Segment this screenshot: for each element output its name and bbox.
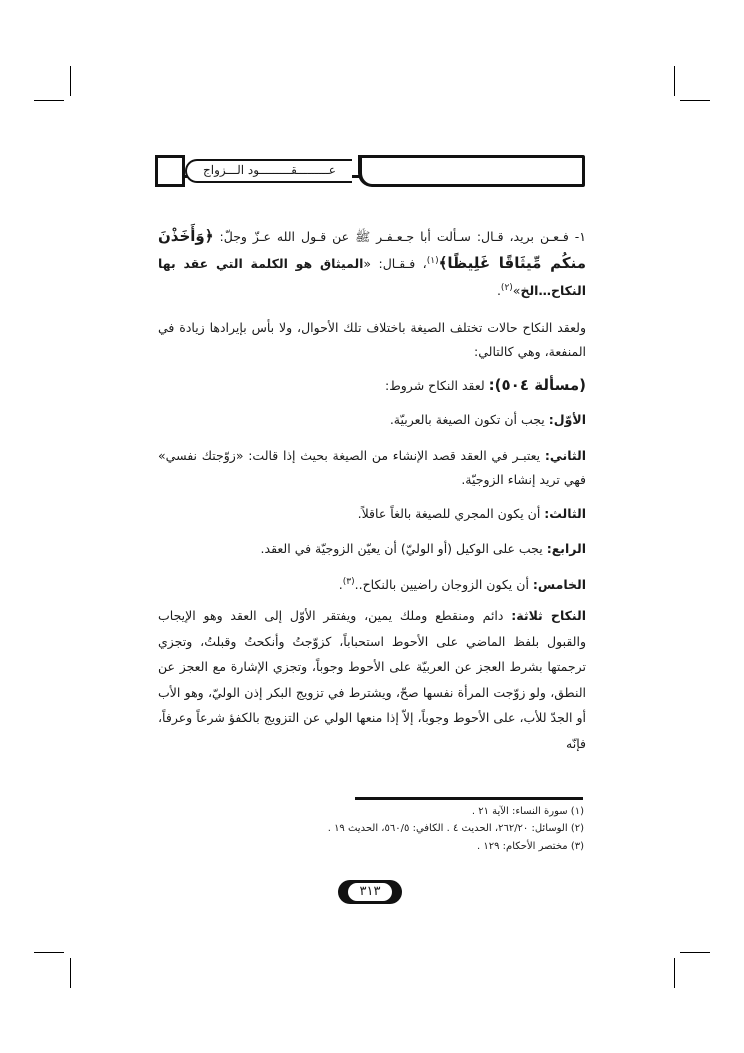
crop-mark <box>674 958 675 988</box>
condition-1 <box>158 408 586 432</box>
condition-text: يجب على الوكيل (أو الوليّ) أن يعيّن الزوجيّة في العقد. <box>260 541 543 556</box>
footnote-ref: (٣) <box>342 577 355 587</box>
hadith-said: ، فـقـال: « <box>363 256 427 272</box>
condition-label: الثاني: <box>544 448 586 463</box>
crop-mark <box>680 952 710 953</box>
condition-2 <box>158 444 586 492</box>
condition-label: الثالث: <box>544 506 586 521</box>
condition-text: يجب أن تكون الصيغة بالعربيّة. <box>389 412 545 427</box>
footnote: (٣) مختصر الأحكام: ١٢٩ . <box>476 841 584 852</box>
condition-label: الخامس: <box>532 577 586 593</box>
masala-label: (مسألة ٥٠٤): <box>488 376 586 394</box>
paragraph-hadith <box>158 224 586 303</box>
crop-mark <box>34 100 64 101</box>
footnote-rule <box>355 797 583 800</box>
paragraph-nikah-types <box>158 603 586 756</box>
condition-text: يعتبـر في العقد قصد الإنشاء من الصيغة بحيث إذا قالت: «زوّجتك نفسي» فهي تريد إنشاء الزوجيّة. <box>158 448 586 487</box>
crop-mark <box>34 952 64 953</box>
condition-label: الرابع: <box>546 541 586 556</box>
running-header <box>155 155 585 183</box>
page-number: ٣١٣ <box>348 883 392 901</box>
crop-mark <box>70 66 71 96</box>
condition-4 <box>158 537 586 561</box>
hadith-text: الميثاق هو الكلمة التي عقد بها النكاح…الخ <box>158 256 586 299</box>
header-title: عـــــــــقـــــــــود الـــزواج <box>185 159 352 183</box>
crop-mark <box>674 66 675 96</box>
condition-text: أن يكون المجري للصيغة بالغاً عاقلاً. <box>357 506 541 521</box>
page-number-badge <box>338 880 402 904</box>
footnote: (١) سورة النساء: الآية ٢١ . <box>471 806 584 817</box>
header-box <box>358 155 585 187</box>
masala-text: لعقد النكاح شروط: <box>385 378 485 393</box>
header-box-small <box>155 155 185 187</box>
period: . <box>338 577 343 593</box>
condition-text: أن يكون الزوجان راضيين بالنكاح.. <box>354 577 529 593</box>
masala-heading <box>158 372 586 399</box>
crop-mark <box>680 100 710 101</box>
period: . <box>496 283 501 299</box>
quote-close: » <box>512 283 521 299</box>
footnote: (٢) الوسائل: ٢٦٢/٢٠، الحديث ٤ . الكافي: ٥٦٠/٥، الحديث ١٩ . <box>327 823 584 834</box>
condition-5 <box>158 570 586 597</box>
footnote-ref: (٢) <box>500 283 513 294</box>
hadith-intro: ١- فـعـن بريد، قـال: سـألت أبا جـعـفـر ﷺ عن قـول الله عـزّ وجلّ: <box>219 229 586 244</box>
crop-mark <box>70 958 71 988</box>
nikah-label: النكاح ثلاثة: <box>511 608 586 623</box>
paragraph-intro: ولعقد النكاح حالات تختلف الصيغة باختلاف تلك الأحوال، ولا بأس بإيرادها زيادة في المنفعة، وهي كالتالي: <box>158 320 586 359</box>
nikah-text: دائم ومنقطع وملك يمين، ويفتقر الأوّل إلى العقد وهو الإيجاب والقبول بلفظ الماضي على الأحوط استحباباً، كزوّجتُ وأنكحتُ وقبلتُ، وتجزي ترجمتها بشرط العجز عن العربيّة على الأحوط وجوباً، وتجزي الإشارة مع العجز عن النطق، ولو زوّجت المرأة نفسها صحّ، ويشترط في تزويج البكر إذن الوليّ، وهو الأب أو الجدّ للأب، على الأحوط وجوباً، إلاّ إذا منعها الولي عن التزويج بالكفؤ شرعاً وعرفاً، فإنّه <box>158 608 586 751</box>
quran-quote: ﴿وَأَخَذْنَ منكُم مِّيثَاقًا غَلِيظًا﴾ <box>158 227 586 273</box>
condition-label: الأوّل: <box>548 412 586 427</box>
condition-3 <box>158 502 586 526</box>
footnote-ref: (١) <box>426 256 439 266</box>
